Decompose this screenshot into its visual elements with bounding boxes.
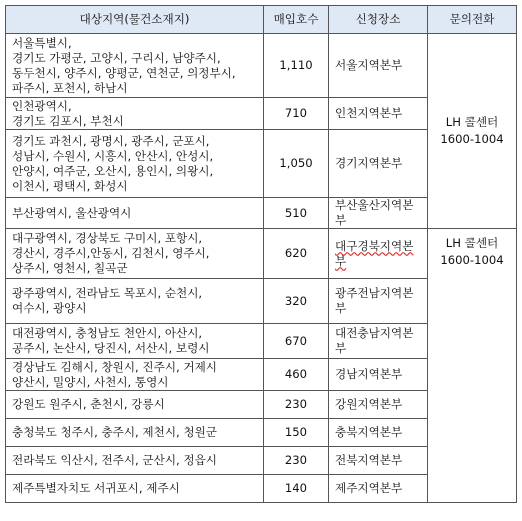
phone-number-bottom: 1600-1004: [440, 253, 504, 267]
count-cell: 140: [264, 475, 329, 503]
purchase-table: [5, 5, 517, 503]
region-cell: 강원도 원주시, 춘천시, 강릉시: [6, 391, 264, 419]
region-cell: 부산광역시, 울산광역시: [6, 198, 264, 229]
count-cell: 1,110: [264, 34, 329, 98]
header-office: 신청장소: [329, 6, 428, 34]
region-cell: 광주광역시, 전라남도 목포시, 순천시, 여수시, 광양시: [6, 279, 264, 324]
count-cell: 620: [264, 229, 329, 279]
phone-label-bottom: LH 콜센터: [445, 236, 499, 250]
region-cell: 전라북도 익산시, 전주시, 군산시, 정읍시: [6, 447, 264, 475]
count-cell: 710: [264, 98, 329, 130]
phone-number-top: 1600-1004: [440, 132, 504, 146]
table-row: [6, 34, 517, 98]
header-count: 매입호수: [264, 6, 329, 34]
office-cell: 강원지역본부: [329, 391, 428, 419]
office-cell: 광주전남지역본부: [329, 279, 428, 324]
office-cell: 충북지역본부: [329, 419, 428, 447]
region-cell: 대구광역시, 경상북도 구미시, 포항시, 경산시, 경주시,안동시, 김천시, 영주시, 상주시, 영천시, 칠곡군: [6, 229, 264, 279]
phone-cell-bottom: [428, 229, 517, 503]
region-cell: 제주특별자치도 서귀포시, 제주시: [6, 475, 264, 503]
office-cell: 경기지역본부: [329, 130, 428, 198]
count-cell: 320: [264, 279, 329, 324]
count-cell: 510: [264, 198, 329, 229]
phone-label-top: LH 콜센터: [445, 115, 499, 129]
region-cell: 경상남도 김해시, 창원시, 진주시, 거제시 양산시, 밀양시, 사천시, 통영시: [6, 359, 264, 391]
office-cell: 부산울산지역본부: [329, 198, 428, 229]
region-cell: 서울특별시, 경기도 가평군, 고양시, 구리시, 남양주시, 동두천시, 양주시, 양평군, 연천군, 의정부시, 파주시, 포천시, 하남시: [6, 34, 264, 98]
office-cell: 인천지역본부: [329, 98, 428, 130]
count-cell: 460: [264, 359, 329, 391]
office-label: 대구경북지역본부: [335, 238, 414, 268]
table-header-row: [6, 6, 517, 34]
region-cell: 경기도 과천시, 광명시, 광주시, 군포시, 성남시, 수원시, 시흥시, 안산시, 안성시, 안양시, 여주군, 오산시, 용인시, 의왕시, 이천시, 평택시, 화성시: [6, 130, 264, 198]
header-region: 대상지역(물건소재지): [6, 6, 264, 34]
table-row: [6, 229, 517, 279]
region-cell: 충청북도 청주시, 충주시, 제천시, 청원군: [6, 419, 264, 447]
count-cell: 230: [264, 447, 329, 475]
count-cell: 150: [264, 419, 329, 447]
count-cell: 230: [264, 391, 329, 419]
count-cell: 1,050: [264, 130, 329, 198]
phone-cell-top: [428, 34, 517, 229]
office-cell: 전북지역본부: [329, 447, 428, 475]
region-cell: 인천광역시, 경기도 김포시, 부천시: [6, 98, 264, 130]
header-phone: 문의전화: [428, 6, 517, 34]
office-cell: 제주지역본부: [329, 475, 428, 503]
office-cell: 경남지역본부: [329, 359, 428, 391]
region-cell: 대전광역시, 충청남도 천안시, 아산시, 공주시, 논산시, 당진시, 서산시, 보령시: [6, 324, 264, 359]
office-cell: [329, 229, 428, 279]
count-cell: 670: [264, 324, 329, 359]
office-cell: 서울지역본부: [329, 34, 428, 98]
office-cell: 대전충남지역본부: [329, 324, 428, 359]
